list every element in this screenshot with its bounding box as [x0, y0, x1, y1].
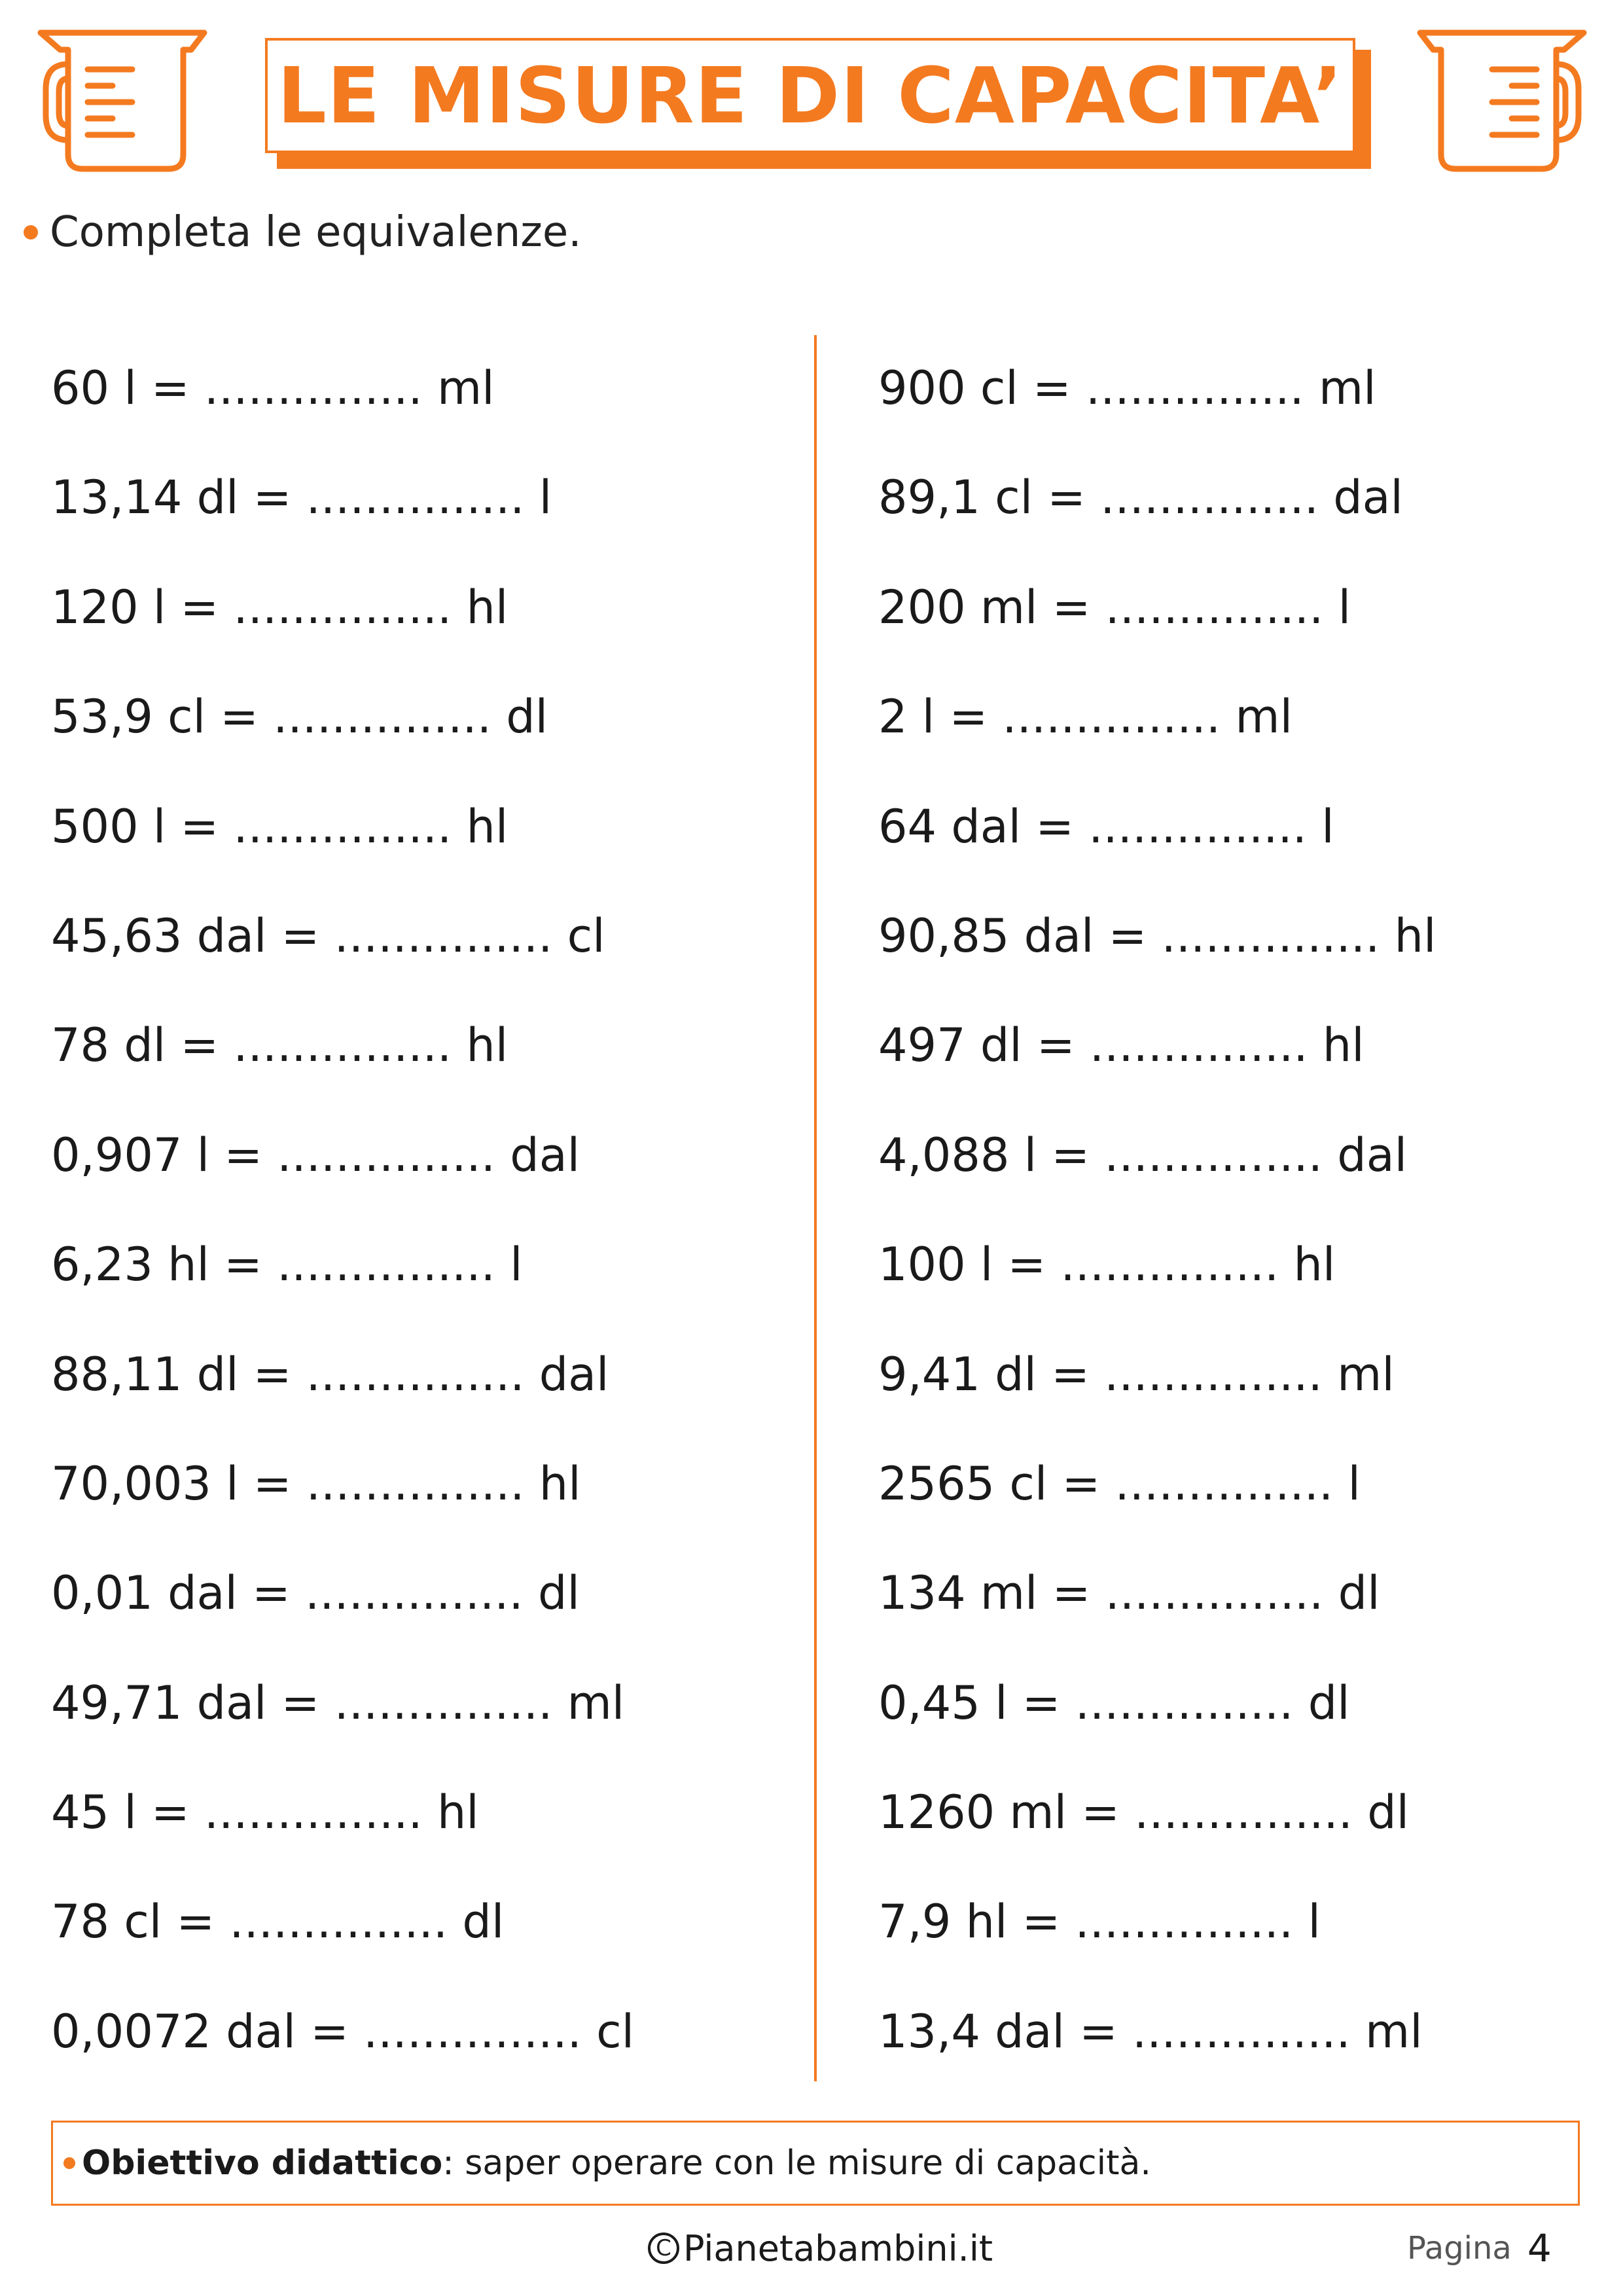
exercise-item: 89,1 cl = ............... dal: [878, 471, 1403, 525]
exercise-item: 53,9 cl = ............... dl: [51, 690, 548, 744]
exercise-item: 2565 cl = ............... l: [878, 1456, 1361, 1511]
instruction: [24, 196, 582, 268]
page-number: [1407, 2222, 1552, 2274]
page-number-value: 4: [1527, 2226, 1552, 2270]
exercise-item: 1260 ml = ............... dl: [878, 1785, 1410, 1840]
exercise-item: 4,088 l = ............... dal: [878, 1128, 1408, 1182]
bullet-icon: [63, 2157, 75, 2169]
exercise-item: 2 l = ............... ml: [878, 690, 1293, 744]
measuring-jug-icon: [34, 24, 211, 174]
exercise-item: 78 cl = ............... dl: [51, 1895, 505, 1949]
exercise-item: 0,45 l = ............... dl: [878, 1676, 1350, 1730]
exercise-item: 900 cl = ............... ml: [878, 361, 1376, 415]
exercise-item: 134 ml = ............... dl: [878, 1566, 1380, 1621]
exercise-item: 100 l = ............... hl: [878, 1238, 1336, 1292]
exercise-item: 13,14 dl = ............... l: [51, 471, 552, 525]
exercise-item: 60 l = ............... ml: [51, 361, 495, 415]
measuring-jug-icon: [1414, 24, 1590, 174]
objective-box: [51, 2121, 1580, 2206]
exercise-item: 78 dl = ............... hl: [51, 1018, 508, 1073]
exercise-item: 0,907 l = ............... dal: [51, 1128, 580, 1182]
title-banner: [265, 38, 1371, 169]
exercise-item: 9,41 dl = ............... ml: [878, 1347, 1395, 1401]
title-box: [265, 38, 1355, 153]
site-name: Pianetabambini.it: [683, 2227, 993, 2269]
exercise-item: 88,11 dl = ............... dal: [51, 1347, 609, 1401]
exercise-item: 64 dal = ............... l: [878, 799, 1334, 853]
exercise-item: 90,85 dal = ............... hl: [878, 908, 1436, 963]
page-label: Pagina: [1407, 2230, 1512, 2267]
exercise-item: 6,23 hl = ............... l: [51, 1238, 523, 1292]
site-credit: [648, 2222, 993, 2274]
column-divider: [814, 335, 817, 2081]
exercise-column-left: [51, 334, 634, 2087]
exercise-item: 497 dl = ............... hl: [878, 1018, 1364, 1073]
exercise-item: 120 l = ............... hl: [51, 580, 508, 634]
exercise-item: 0,01 dal = ............... dl: [51, 1566, 580, 1621]
exercise-item: 45 l = ............... hl: [51, 1785, 479, 1840]
exercise-item: 500 l = ............... hl: [51, 799, 508, 853]
copyright-icon: C: [648, 2233, 679, 2264]
exercise-item: 49,71 dal = ............... ml: [51, 1676, 625, 1730]
objective-label: Obiettivo didattico: [82, 2144, 443, 2183]
exercise-item: 13,4 dal = ............... ml: [878, 2004, 1423, 2058]
exercise-item: 70,003 l = ............... hl: [51, 1456, 581, 1511]
exercise-column-right: [878, 334, 1436, 2087]
exercise-item: 200 ml = ............... l: [878, 580, 1351, 634]
exercise-item: 0,0072 dal = ............... cl: [51, 2004, 635, 2058]
objective-text: : saper operare con le misure di capacità.: [442, 2144, 1151, 2183]
instruction-text: Completa le equivalenze.: [50, 208, 582, 257]
page-title: LE MISURE DI CAPACITA’: [277, 50, 1344, 141]
bullet-icon: [24, 225, 38, 240]
exercise-item: 7,9 hl = ............... l: [878, 1895, 1321, 1949]
exercise-item: 45,63 dal = ............... cl: [51, 908, 605, 963]
